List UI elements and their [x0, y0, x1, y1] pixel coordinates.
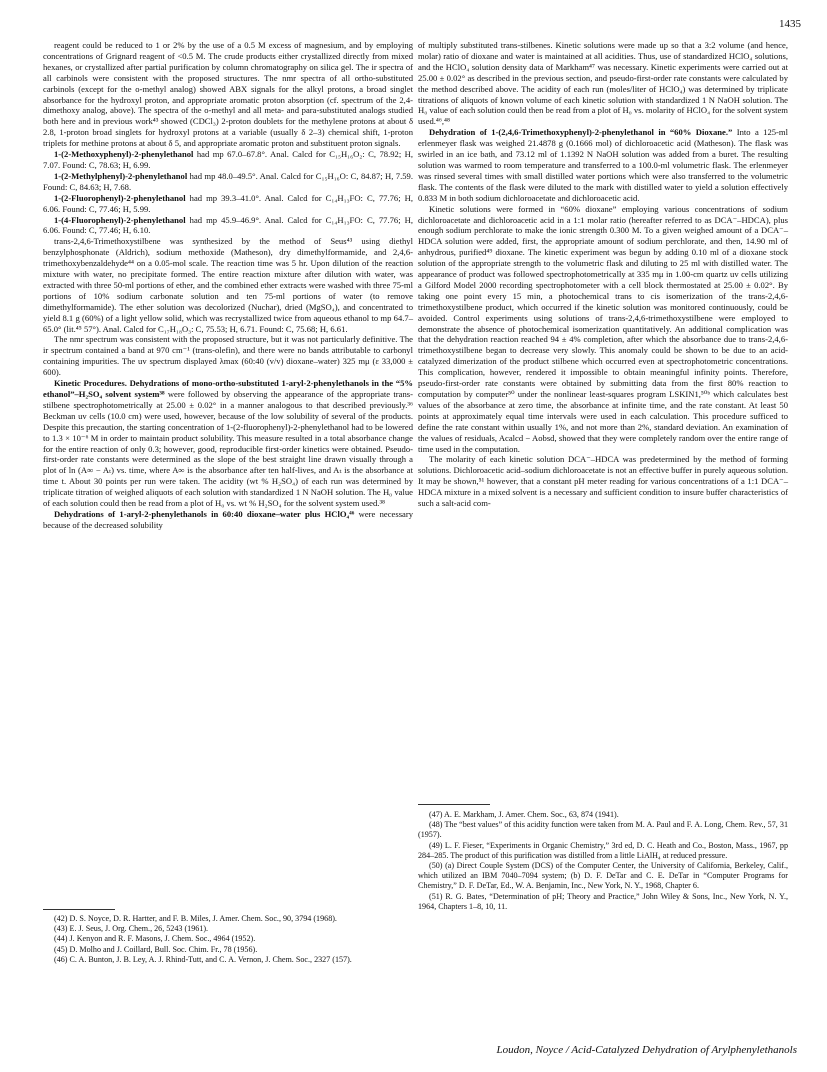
footnote-rule-right: [418, 804, 490, 805]
right-paragraph: [418, 127, 788, 203]
references-left: [43, 914, 413, 965]
left-paragraph: [43, 40, 413, 149]
left-paragraph: [43, 171, 413, 193]
left-paragraph: [43, 378, 413, 509]
reference-item: (51) R. G. Bates, “Determination of pH; Theory and Practice,” John Wiley & Sons, Inc., New York, N. Y., 1964, Chapters 1–8, 10, 11.: [418, 891, 788, 911]
paragraph-text: reagent could be reduced to 1 or 2% by the use of a 0.5 M excess of magnesium, and by employing concentrations of Grignard reagent of <0.5 M. The crude products either crystallized directly from mixed hexanes, or crystallized after partial purification by column chromatography on silica gel. The ir spectra of all carbinols were consistent with the proposed structures. The nmr spectra of all ortho-substituted carbinols (except for the o-methyl analog) showed ABX signals for the alkyl protons, a broad singlet absorbance for the hydroxyl proton, and appropriate aromatic proton absorption (cf. spectrum of the 2,4-dimethoxy analog, above). The spectra of the o-methyl and all meta- and para-substituted analogs studied both here and in previous work⁴³ showed (CDCl₃) 2-proton doublets for the methylene protons at about δ 2.8, 1-proton broad singlets for hydroxyl protons at a variable (usually δ 2–3) chemical shift, 1-proton triplets for methine protons at about δ 5, and appropriate aromatic proton and substituent proton signals.: [43, 40, 413, 149]
paragraph-heading: Dehydration of 1-(2,4,6-Trimethoxyphenyl)-2-phenylethanol in “60% Dioxane.”: [429, 127, 733, 138]
paragraph-text: of multiply substituted trans-stilbenes. Kinetic solutions were made up so that a 3:2 volume (and hence, molar) ratio of dioxane and water is maintained at all acidities. Thus, use of standardized HClO₄ solutions, and the HClO₄ solution density data of Markham⁴⁷ was necessary. Kinetic experiments were carried out at 25.00 ± 0.02° as described in the previous section, and pseudo-first-order rate constants were calculated by the method described above. The acidity of each run (moles/liter of HClO₄) was determined by triplicate titrations of aliquots of known volume of each kinetic solution with standardized 1 N NaOH solution. The H₀ value of each solution could then be read from a plot of H₀ vs. molarity of HClO₄ for the solvent system used.⁴⁶,⁴⁸: [418, 40, 788, 127]
paragraph-text: Into a 125-ml erlenmeyer flask was weighed 21.4878 g (0.1666 mol) of dichloroacetic acid (Matheson). The flask was swirled in an ice bath, and 73.12 ml of 1.1392 N NaOH solution was added from a buret. The resulting solution was warmed to room temperature and transferred to a 100.0-ml volumetric flask. The erlenmeyer was rinsed several times with small distilled water portions which were also transferred to the volumetric flask. The contents of the flask were diluted to the mark with distilled water to yield a solution effectively 0.833 M in both sodium dichloroacetate and dichloroacetic acid.: [418, 127, 788, 203]
reference-item: (47) A. E. Markham, J. Amer. Chem. Soc., 63, 874 (1941).: [429, 810, 619, 819]
left-paragraph: [43, 149, 413, 171]
footnote-rule-left: [43, 909, 115, 910]
paragraph-text: had mp 48.0–49.5°. Anal. Calcd for C₁₅H₁₆O: C, 84.87; H, 7.59. Found: C, 84.63; H, 7.68.: [43, 170, 413, 192]
left-paragraph: [43, 193, 413, 215]
reference-item: (50) (a) Direct Couple System (DCS) of the Computer Center, the University of California, Berkeley, Calif., which utilized an IBM 7040–7094 system; (b) D. F. DeTar and C. E. DeTar in “Computer Programs for Chemistry,” D. F. DeTar, Ed., W. A. Benjamin, Inc., New York, N. Y., 1968, Chapter 6.: [418, 860, 788, 891]
paragraph-text: were necessary because of the decreased solubility: [43, 508, 414, 530]
left-paragraph: [43, 236, 413, 334]
left-paragraph: [43, 509, 413, 531]
reference-item: (49) L. F. Fieser, “Experiments in Organic Chemistry,” 3rd ed, D. C. Heath and Co., Boston, Mass., 1967, pp 284–285. The product of this purification was distilled from a little LiAlH₄ at reduced pressure.: [418, 840, 788, 860]
reference-item: (44) J. Kenyon and R. F. Masons, J. Chem. Soc., 4964 (1952).: [54, 934, 256, 944]
paragraph-heading: Dehydrations of 1-aryl-2-phenylethanols in 60:40 dioxane–water plus HClO₄⁴⁶: [54, 508, 355, 519]
paragraph-text: The nmr spectrum was consistent with the proposed structure, but it was not particularly definitive. The ir spectrum contained a band at 970 cm⁻¹ (trans-olefin), and there were no bands attributable to carbonyl containing impurities. The uv spectrum displayed λmax (60:40 (v/v) dioxane–water) 325 mμ (ε 33,000 ± 600).: [43, 334, 413, 378]
paragraph-text: Kinetic solutions were formed in “60% dioxane” employing various concentrations of sodium dichloroacetate and dichloroacetic acid in a 1:1 molar ratio (hereafter referred to as DCA⁻–HDCA), plus enough sodium perchlorate to make the ionic strength 0.300 M. To a given weighed amount of a DCA⁻–HDCA solution were added, first, the appropriate amount of sodium perchlorate, and then, 14.90 ml of anhydrous, purified⁴⁹ dioxane. The kinetic experiment was begun by adding 0.10 ml of a dioxane stock solution of the appropriate strength to the volumetric flask and diluting to 25 ml with distilled water. The appearance of product was followed spectrophotometrically at 335 mμ in 1.00-cm quartz uv cells utilizing a Gilford Model 2000 recording spectrophotometer with a cell block thermostated at 25.00 ± 0.02°. By taking one point every 15 min, a photochemical trans to cis isomerization of the trans-2,4,6-trimethoxystilbene product, which occurred if the kinetic solution was monitored continuously, could be avoided. Control experiments using solutions of trans-2,4,6-trimethoxystilbene were employed to demonstrate the absence of photochemical isomerization quantitatively. An additional complication was that the dehydration reaction reached 94 ± 4% completion, after which the absorbance due to trans-2,4,6-trimethoxystilbene began to decrease very slowly. This anomaly could be shown to be due to an acid-catalyzed dimerization of the product stilbene which occurred even at spectrophotometric concentrations. This complication, however, rendered it impossible to obtain meaningful infinity points. Therefore, pseudo-first-order rate constants were obtained by submitting data from the first 80% reaction to computation by computer⁵⁰ under the nonlinear least-squares program LSKIN1,⁵⁰ᵇ which calculates best values of the absorbance at zero time, the absorbance at infinite time, and the rate constant. At least 50 points at approximately equal time intervals were used in each calculation. This procedure sufficed to define the rate constant within usually 1%, and not more than 2%, standard deviation. An examination of the values of residuals, Acalcd − Aobsd, showed that they were completely random over the entire range of time used in the computation.: [418, 203, 788, 454]
running-footer: Loudon, Noyce / Acid-Catalyzed Dehydration of Arylphenylethanols: [496, 1044, 797, 1056]
paragraph-heading: 1-(2-Fluorophenyl)-2-phenylethanol: [54, 192, 186, 203]
references-right: [418, 810, 788, 912]
right-paragraph: [418, 454, 788, 509]
left-column: [43, 40, 413, 531]
paragraph-heading: 1-(2-Methoxyphenyl)-2-phenylethanol: [54, 149, 194, 160]
right-paragraph: [418, 204, 788, 455]
paragraph-text: The molarity of each kinetic solution DCA⁻–HDCA was predetermined by the method of forming solutions. Dichloroacetic acid–sodium dichloroacetate is not an effective buffer in purely aqueous solution. It may be shown,⁵¹ however, that a constant pH meter reading for various concentrations of a 1:1 DCA⁻–HDCA mixture in a mixed solvent is a necessary and sufficient condition to insure buffer characteristics of such a salt-acid com-: [418, 454, 788, 509]
paragraph-heading: 1-(4-Fluorophenyl)-2-phenylethanol: [54, 214, 186, 225]
right-column: [418, 40, 788, 509]
left-paragraph: [43, 334, 413, 378]
paragraph-heading: Kinetic Procedures. Dehydrations of mono-ortho-substituted 1-aryl-2-phenylethanols in the “5% ethanol”–H₂SO₄ solvent system³⁸: [43, 378, 413, 399]
reference-item: (43) E. J. Seus, J. Org. Chem., 26, 5243 (1961).: [54, 924, 209, 934]
left-paragraph: [43, 215, 413, 237]
paragraph-text: were followed by observing the appearance of the appropriate trans-stilbene spectrophotometrically at 25.00 ± 0.02° in a manner analogous to that described previously.³⁶ Beckman uv cells (10.0 cm) were used, however, because of the low solubility of several of the products. Despite this precaution, the starting concentration of 1-(2-fluorophenyl)-2-phenylethanol had to be lowered to 1.3 × 10⁻⁶ M in order to maintain product solubility. This measure resulted in a total absorbance change for the entire reaction of only 0.3; however, good, reproducible first-order kinetics were obtained. Pseudo-first-order rate constants were determined as the slope of the best straight line drawn visually through a plot of ln (A∞ − Aₜ) vs. time, where A∞ is the absorbance after ten half-lives, and Aₜ is the absorbance at time t. About 30 points per run were taken. The acidity (wt % H₂SO₄) of each run was determined by triplicate titration of weighed aliquots of each solution with standardized 1 N NaOH solution. The H₀ value of each solution could then be read from a plot of H₀ vs. wt % H₂SO₄ for the solvent system used.³⁸: [43, 389, 413, 509]
reference-item: (45) D. Molho and J. Coillard, Bull. Soc. Chim. Fr., 78 (1956).: [54, 944, 258, 954]
paragraph-text: trans-2,4,6-Trimethoxystilbene was synthesized by the method of Seus⁴³ using diethyl benzylphosphonate (Aldrich), sodium methoxide (Matheson), dry dimethylformamide, and 2,4,6-trimethoxybenzaldehyde⁴⁴ on a 0.05-mol scale. The reaction time was 5 hr. Upon dilution of the reaction mixture with water, no precipitate formed. The entire reaction mixture after dilution with water, was extracted with three 50-ml portions of ether, and the combined ether extracts were washed with three 75-ml portions of 10% sodium carbonate solution and ten 75-ml portions of water (to remove dimethylformamide). The ether solution was decolorized (Nuchar), dried (MgSO₄), and concentrated to yield 8.1 g (60%) of a light yellow solid, which was recrystallized twice from aqueous ethanol to mp 64.7–65.0° (lit.⁴⁵ 57°). Anal. Calcd for C₁₇H₁₈O₃: C, 75.53; H, 6.71. Found: C, 75.68; H, 6.61.: [43, 236, 413, 334]
reference-item: (42) D. S. Noyce, D. R. Hartter, and F. B. Miles, J. Amer. Chem. Soc., 90, 3794 (1968).: [54, 914, 337, 923]
right-paragraph: [418, 40, 788, 127]
paragraph-text: had mp 67.0–67.8°. Anal. Calcd for C₁₅H₁₆O₂: C, 78.92; H, 7.07. Found: C, 78.63; H, 6.99.: [43, 149, 413, 170]
paragraph-heading: 1-(2-Methylphenyl)-2-phenylethanol: [54, 170, 188, 181]
reference-item: (48) The “best values” of this acidity function were taken from M. A. Paul and F. A. Long, Chem. Rev., 57, 31 (1957).: [418, 820, 788, 840]
reference-item: (46) C. A. Bunton, J. B. Ley, A. J. Rhind-Tutt, and C. A. Vernon, J. Chem. Soc., 2327 (157).: [54, 954, 352, 964]
paragraph-text: had mp 45.9–46.9°. Anal. Calcd for C₁₄H₁₃FO: C, 77.76; H, 6.06. Found: C, 77.46; H, 6.10.: [43, 214, 413, 236]
paragraph-text: had mp 39.3–41.0°. Anal. Calcd for C₁₄H₁₃FO: C, 77.76; H, 6.06. Found: C, 77.46; H, 5.99.: [43, 192, 413, 214]
page-number: 1435: [779, 18, 801, 30]
